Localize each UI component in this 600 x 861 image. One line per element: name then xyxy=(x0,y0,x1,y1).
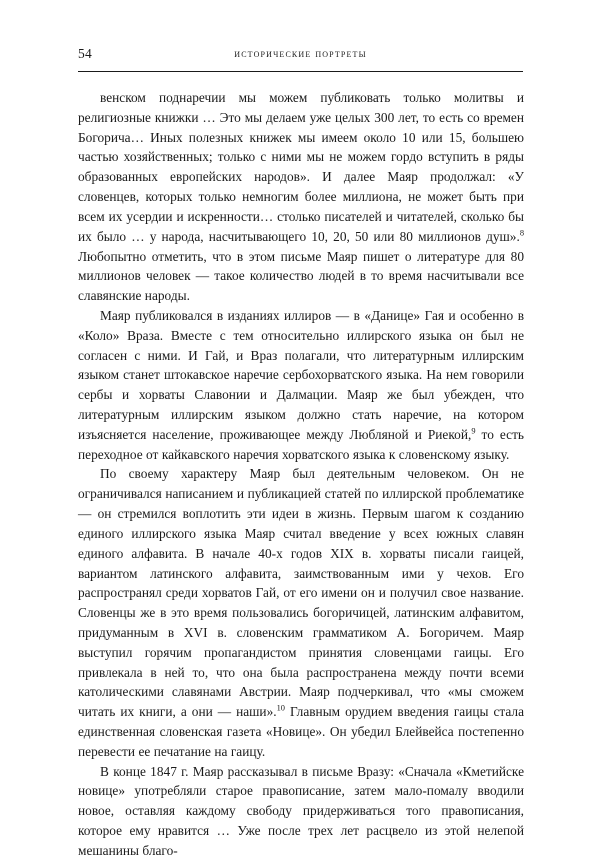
paragraph-1-text: венском поднаречии мы можем публиковать только молитвы и религиозные книжки … Это мы делаем уже целых 300 лет, то есть со времен Богорича… Иных полезных книжек мы имеем около 10 или 15, большею частью хозяйственных; только с ними мы не можем гордо вступить в ряды образованных европейских народов». И далее Маяр продолжал: «У словенцев, которых только немногим более миллиона, не может быть при всем их усердии и искренности… столько писателей и читателей, сколько бы их было … у народа, насчитывающего 10, 20, 50 или 80 миллионов душ». xyxy=(78,90,524,244)
paragraph-1-text-after-footnote: Любопытно отметить, что в этом письме Маяр пишет о литературе для 80 миллионов человек — такое количество людей в то время насчитывали все славянские народы. xyxy=(78,248,524,304)
body-text-block xyxy=(78,88,524,861)
paragraph-3-text-after-footnote: Главным орудием введения гаицы стала единственная словенская газета «Новице». Он убедил Блейвейса постепенно перевести ее печатание на гаицу. xyxy=(78,704,524,759)
paragraph-2-text-after-footnote: то есть переходное от кайкавского наречия хорватского языка к словенскому языку. xyxy=(78,426,524,462)
page-number: 54 xyxy=(78,46,92,61)
running-title: исторические портреты xyxy=(234,48,367,60)
footnote-marker-9: 9 xyxy=(471,426,476,436)
paragraph-1 xyxy=(78,88,524,306)
paragraph-2-text: Маяр публиковался в изданиях иллиров — в «Данице» Гая и особенно в «Коло» Враза. Вместе с тем относительно иллирского языка он был не согласен с ними. И Гай, и Враз полагали, что литературным иллирским языком станет штокавское наречие сербохорватского языка. На нем говорили сербы и хорваты Славонии и Далмации. Маяр же был убежден, что литературным иллирским языком должно стать наречие, на котором изъясняется население, проживающее между Любляной и Риекой, xyxy=(78,307,524,442)
header-rule xyxy=(78,71,523,72)
paragraph-3 xyxy=(78,464,524,761)
footnote-marker-10: 10 xyxy=(276,703,285,713)
running-head xyxy=(78,44,523,66)
footnote-marker-8: 8 xyxy=(519,228,524,238)
paragraph-3-text: По своему характеру Маяр был деятельным человеком. Он не ограничивался написанием и публикацией статей по иллирской проблематике — он стремился воплотить эти идеи в жизнь. Первым шагом к созданию единого иллирского языка Маяр считал введение у всех южных славян единого алфавита. В начале 40-х годов XIX в. хорваты писали гаицей, вариантом латинского алфавита, заимствованным ими у чехов. Его распространял среди хорватов Гай, от его имени он и получил свое название. Словенцы же в это время пользовались богоричицей, латинским алфавитом, придуманным в XVI в. словенским грамматиком А. Богоричем. Маяр выступил горячим пропагандистом принятия словенцами гаицы. Его привлекала в ней то, что она была распространена между почти всеми католическими славянами Австрии. Маяр подчеркивал, что «мы сможем читать их книги, а они — наши». xyxy=(78,466,524,720)
paragraph-4 xyxy=(78,762,524,861)
paragraph-4-text: В конце 1847 г. Маяр рассказывал в письме Вразу: «Сначала «Кметийске новице» употребляли старое правописание, затем мало-помалу вводили новое, оставляя каждому свободу придерживаться того правописания, которое ему нравится … Уже после трех лет расцвело из этой нелепой мешанины благо- xyxy=(78,763,524,858)
paragraph-2 xyxy=(78,306,524,465)
